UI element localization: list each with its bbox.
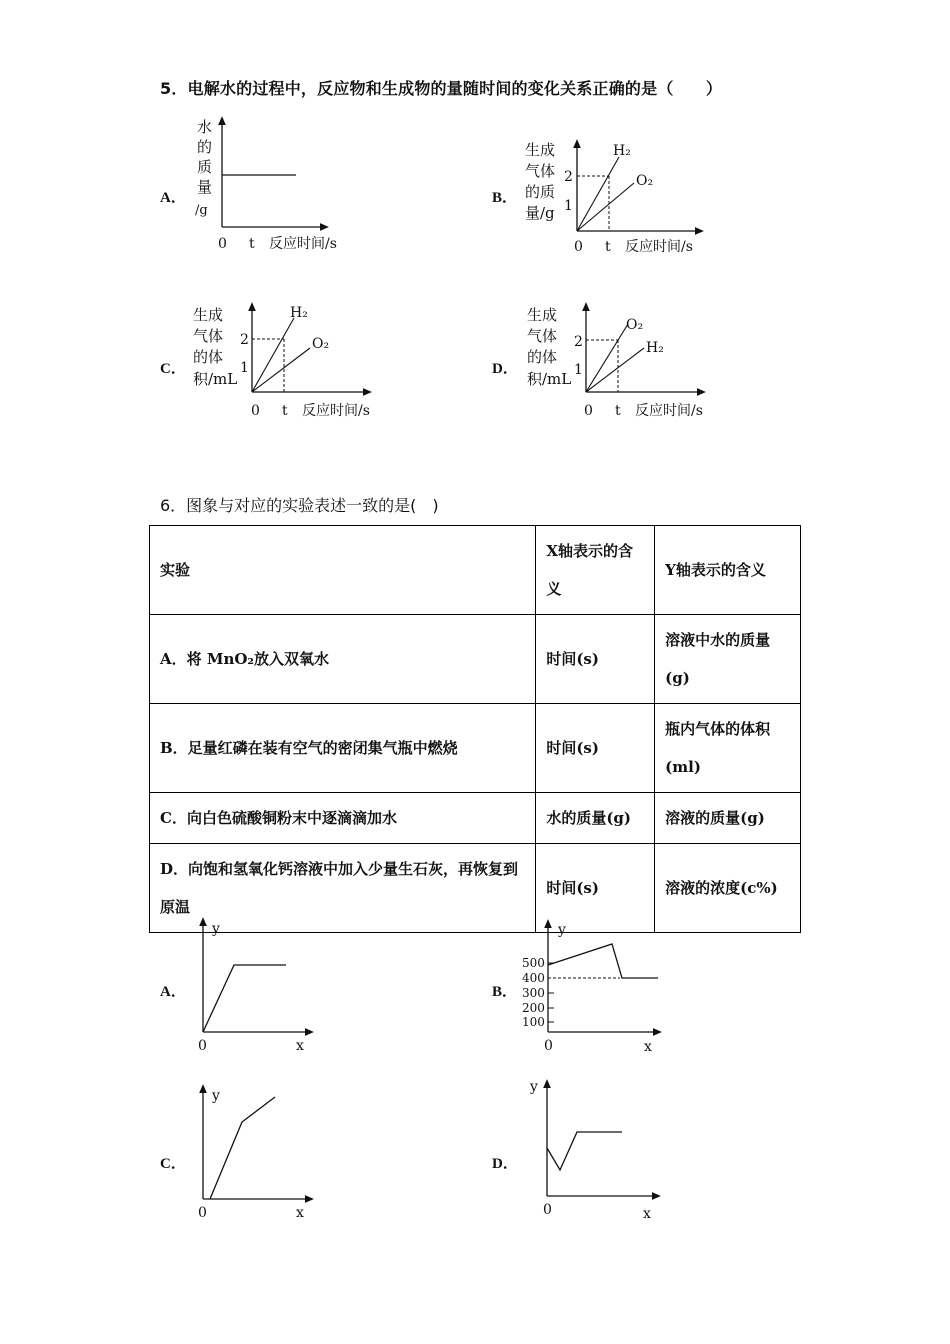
table-cell: 水的质量(g): [536, 793, 655, 844]
q5a-xlabel: 反应时间/s: [269, 236, 337, 252]
q5c-xlabel: 反应时间/s: [302, 403, 370, 419]
table-cell: 瓶内气体的体积(ml): [655, 704, 801, 793]
table-cell: D．向饱和氢氧化钙溶液中加入少量生石灰，再恢复到原温: [150, 844, 536, 933]
q5c-tick-0: 0: [251, 403, 260, 419]
q6b-ytick-500: 500: [522, 956, 545, 970]
q6-graph-a: [190, 915, 320, 1055]
q6b-ytick-100: 100: [522, 1015, 545, 1029]
q5c-ylabel-2: 的体: [193, 348, 224, 366]
q6-graph-a-label: A．: [160, 984, 186, 1000]
q5b-tick-0: 0: [574, 239, 583, 255]
q5d-ylabel-3: 积/mL: [527, 370, 572, 388]
q5-option-c-label: C．: [160, 361, 186, 377]
q5a-ylabel-1: 的: [197, 138, 213, 156]
q5d-ylabel-2: 的体: [527, 348, 558, 366]
q5-graph-b: [520, 135, 720, 260]
q5c-ytick-1: 1: [240, 360, 249, 376]
table-header-cell: Y轴表示的含义: [655, 526, 801, 615]
q6d-origin: 0: [543, 1202, 552, 1218]
q6-graph-d: [525, 1075, 665, 1223]
q5b-ytick-1: 1: [564, 198, 573, 214]
q6b-ytick-400: 400: [522, 971, 545, 985]
q6b-data-line: [548, 944, 658, 978]
q6a-origin: 0: [198, 1038, 207, 1054]
q6d-x-label: x: [643, 1206, 651, 1222]
q6c-origin: 0: [198, 1205, 207, 1221]
q6a-x-label: x: [296, 1038, 304, 1054]
q5d-ylabel-1: 气体: [527, 327, 558, 345]
table-header-row: [150, 526, 801, 615]
q6-table: [149, 525, 801, 933]
table-cell: 溶液的质量(g): [655, 793, 801, 844]
table-header-cell: X轴表示的含义: [536, 526, 655, 615]
q5d-tick-0: 0: [584, 403, 593, 419]
table-row: [150, 793, 801, 844]
q5a-ylabel-4: /g: [195, 203, 208, 218]
q5c-line2-label: O₂: [312, 336, 330, 352]
q5b-xlabel: 反应时间/s: [625, 239, 693, 255]
q5a-ylabel-0: 水: [197, 118, 213, 136]
table-cell: 时间(s): [536, 615, 655, 704]
q6c-y-label: y: [212, 1088, 220, 1104]
q5d-ylabel-0: 生成: [527, 306, 558, 324]
q5b-ytick-2: 2: [564, 169, 573, 185]
table-cell: B．足量红磷在装有空气的密闭集气瓶中燃烧: [150, 704, 536, 793]
q5d-ytick-2: 2: [574, 334, 583, 350]
q6-graph-d-label: D．: [492, 1156, 518, 1172]
q6-graph-c-label: C．: [160, 1156, 186, 1172]
q6d-y-label: y: [530, 1079, 538, 1095]
q5b-tick-t: t: [605, 239, 611, 255]
q6c-data-line: [210, 1097, 275, 1199]
table-cell: 时间(s): [536, 704, 655, 793]
q5b-o2-line: [577, 183, 634, 231]
q5a-ylabel-2: 质: [197, 158, 213, 176]
q5d-ytick-1: 1: [574, 362, 583, 378]
q6-graph-b: [518, 918, 668, 1055]
q5b-ylabel-3: 量/g: [525, 204, 555, 222]
q6b-x-label: x: [644, 1039, 652, 1055]
q5c-ylabel-0: 生成: [193, 306, 224, 324]
q5a-ylabel-3: 量: [197, 178, 213, 196]
q6a-data-line: [203, 965, 286, 1032]
q5-graph-d: [522, 300, 722, 425]
table-row: [150, 615, 801, 704]
table-cell: A．将 MnO₂放入双氧水: [150, 615, 536, 704]
q5d-line2-label: H₂: [646, 340, 664, 356]
q5c-ylabel-3: 积/mL: [193, 370, 238, 388]
q5c-tick-t: t: [282, 403, 288, 419]
table-row: [150, 704, 801, 793]
q5a-tick-0: 0: [218, 236, 227, 252]
q5c-ytick-2: 2: [240, 332, 249, 348]
table-header-cell: 实验: [150, 526, 536, 615]
q5c-h2-line: [252, 318, 294, 392]
q5d-tick-t: t: [615, 403, 621, 419]
q5b-line1-label: H₂: [613, 143, 631, 159]
q5b-ylabel-2: 的质: [525, 183, 556, 201]
q5c-ylabel-1: 气体: [193, 327, 224, 345]
q5-title: 5．电解水的过程中，反应物和生成物的量随时间的变化关系正确的是（ ）: [160, 79, 723, 98]
q6-graph-c: [190, 1082, 320, 1222]
table-cell: 时间(s): [536, 844, 655, 933]
q5-graph-c: [188, 300, 388, 425]
q5d-h2-line: [586, 348, 644, 392]
q5d-o2-line: [586, 324, 628, 392]
q5-option-a-label: A．: [160, 190, 186, 206]
q6c-x-label: x: [296, 1205, 304, 1221]
q5-graph-a: [185, 112, 365, 257]
q5b-line2-label: O₂: [636, 173, 654, 189]
q5-option-d-label: D．: [492, 361, 518, 377]
q5b-h2-line: [577, 157, 619, 231]
table-cell: 溶液中水的质量(g): [655, 615, 801, 704]
q5b-ylabel-0: 生成: [525, 141, 556, 159]
q5b-ylabel-1: 气体: [525, 162, 556, 180]
q5a-tick-t: t: [249, 236, 255, 252]
q6-graph-b-label: B．: [492, 984, 518, 1000]
q6-title: 6．图象与对应的实验表述一致的是( ): [160, 496, 439, 515]
q5d-xlabel: 反应时间/s: [635, 403, 703, 419]
q5c-line1-label: H₂: [290, 305, 308, 321]
table-cell: 溶液的浓度(c%): [655, 844, 801, 933]
q6d-data-line: [547, 1132, 622, 1170]
q5c-o2-line: [252, 348, 310, 392]
q5d-line1-label: O₂: [626, 317, 644, 333]
q6b-ytick-300: 300: [522, 986, 545, 1000]
q6a-y-label: y: [212, 921, 220, 937]
q6b-ytick-200: 200: [522, 1001, 545, 1015]
q6b-y-label: y: [558, 922, 566, 938]
q5-option-b-label: B．: [492, 190, 518, 206]
q6b-origin: 0: [544, 1038, 553, 1054]
table-cell: C．向白色硫酸铜粉末中逐滴滴加水: [150, 793, 536, 844]
